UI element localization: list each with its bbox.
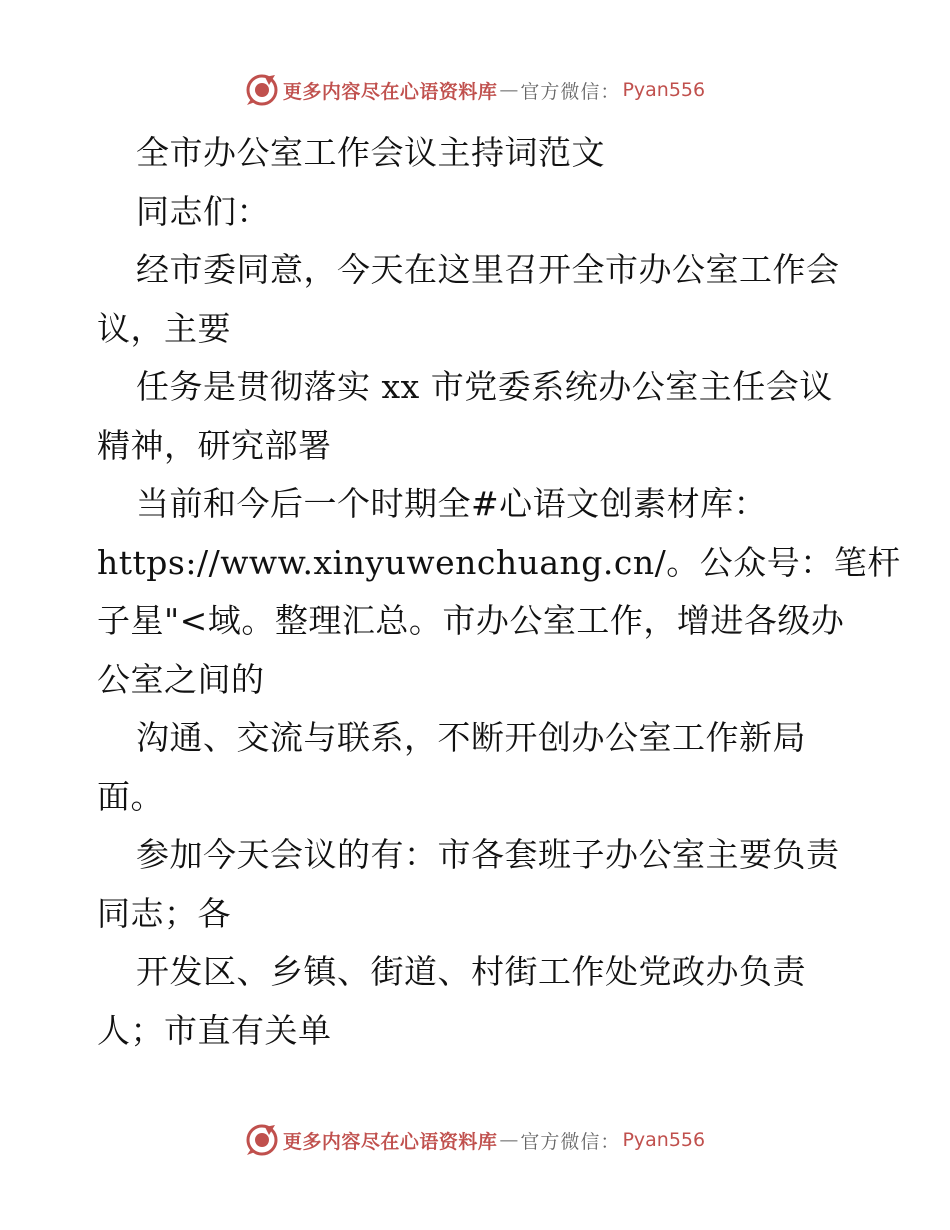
text-line: 子星"<域。整理汇总。市办公室工作，增进各级办	[97, 601, 845, 640]
document-body	[97, 124, 901, 1060]
text-line: https://www.xinyuwenchuang.cn/。公众号：笔杆	[97, 542, 901, 582]
banner-dash: —	[499, 1129, 519, 1151]
text-line: 任务是贯彻落实 xx 市党委系统办公室主任会议	[136, 367, 833, 406]
banner-wechat-label: 官方微信：	[520, 1130, 621, 1153]
banner-dash: —	[499, 79, 519, 101]
text-line: 沟通、交流与联系，不断开创办公室工作新局	[136, 718, 806, 757]
text-line: 公室之间的	[97, 659, 265, 699]
text-line: 同志；各	[97, 893, 231, 933]
text-line: 精神，研究部署	[97, 425, 332, 465]
text-line: 当前和今后一个时期全#心语文创素材库：	[136, 484, 768, 523]
banner-main-text: 更多内容尽在心语资料库	[282, 80, 498, 103]
text-line: 同志们：	[136, 191, 270, 231]
text-line: 参加今天会议的有：市各套班子办公室主要负责	[136, 835, 840, 874]
brush-logo-icon	[245, 1123, 279, 1157]
text-line: 议，主要	[97, 308, 231, 348]
text-line: 经市委同意，今天在这里召开全市办公室工作会	[136, 250, 840, 289]
header-banner	[0, 70, 950, 110]
document-title: 全市办公室工作会议主持词范文	[136, 133, 605, 172]
banner-wechat-id: Pyan556	[622, 1129, 706, 1151]
text-line: 人；市直有关单	[97, 1010, 332, 1050]
brush-logo-icon	[245, 73, 279, 107]
banner-wechat-id: Pyan556	[622, 79, 706, 101]
text-line: 开发区、乡镇、街道、村街工作处党政办负责	[136, 952, 806, 991]
text-line: 面。	[97, 776, 164, 816]
banner-main-text: 更多内容尽在心语资料库	[282, 1130, 498, 1153]
footer-banner	[0, 1120, 950, 1160]
banner-wechat-label: 官方微信：	[520, 80, 621, 103]
